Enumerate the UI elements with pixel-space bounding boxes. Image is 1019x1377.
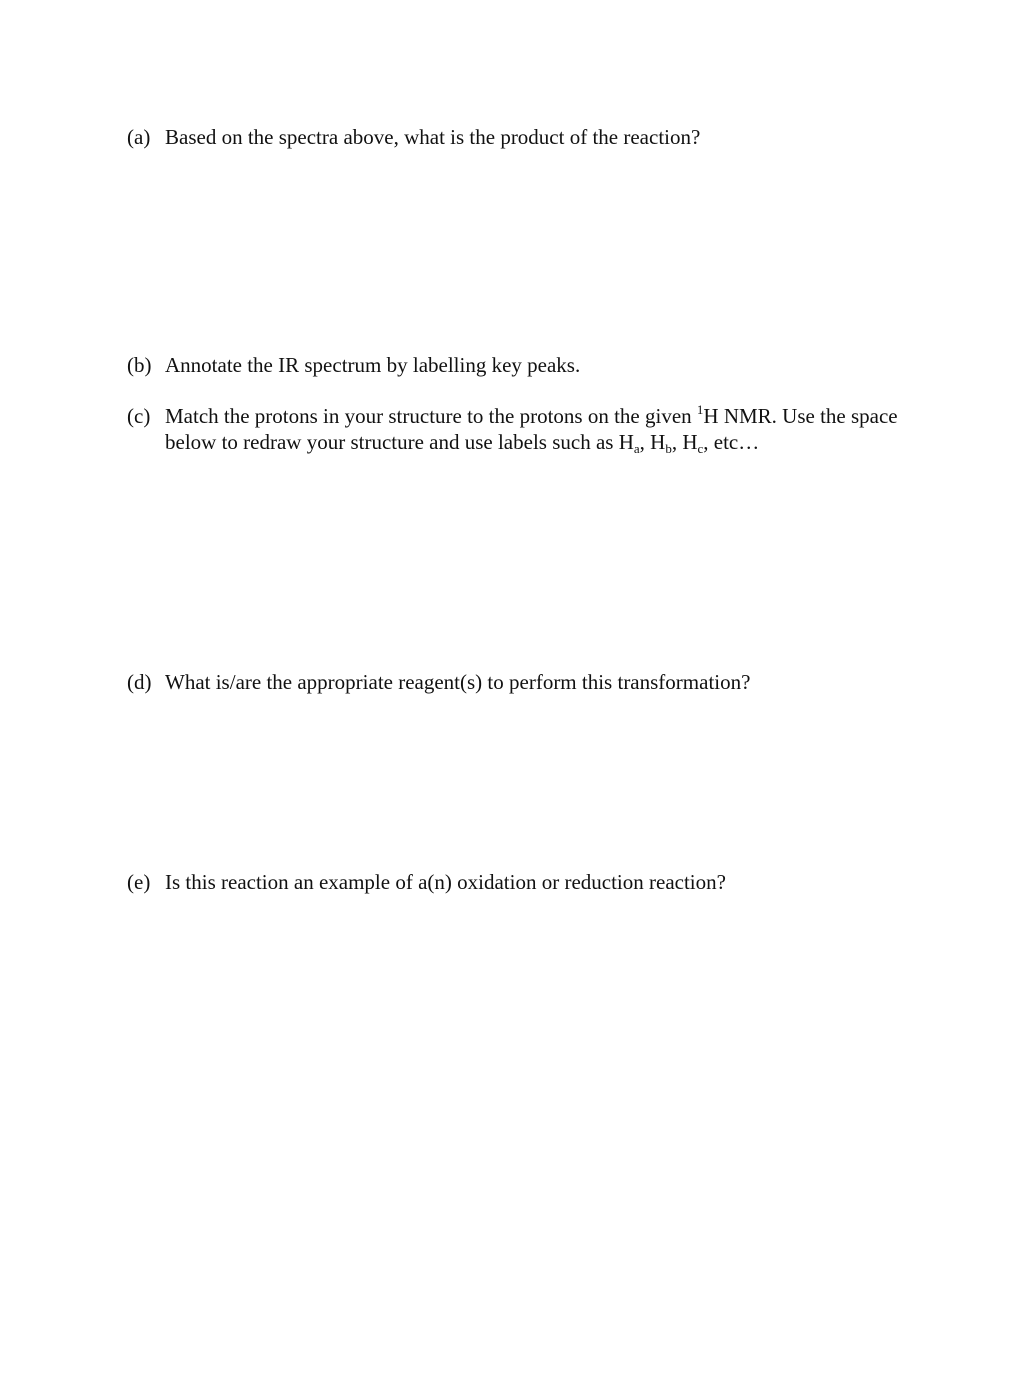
subscript-a: a xyxy=(633,441,640,456)
question-b-label: (b) xyxy=(127,353,152,377)
question-c-line-2-start: below to redraw your structure and use labels such as H xyxy=(165,430,634,454)
question-d xyxy=(127,669,957,695)
question-b xyxy=(127,352,957,378)
subscript-c: c xyxy=(697,441,704,456)
question-e-text: Is this reaction an example of a(n) oxidation or reduction reaction? xyxy=(165,870,726,894)
separator-1: , H xyxy=(639,430,666,454)
question-a xyxy=(127,124,957,150)
question-d-label: (d) xyxy=(127,670,152,694)
question-c-line-1 xyxy=(165,403,957,429)
question-c-line-1-end: H NMR. Use the space xyxy=(703,404,898,428)
question-c xyxy=(127,403,957,455)
nmr-superscript-1: 1 xyxy=(696,402,704,417)
subscript-b: b xyxy=(665,441,672,456)
question-c-line-2 xyxy=(165,429,957,455)
question-a-label: (a) xyxy=(127,125,151,149)
separator-2: , H xyxy=(671,430,698,454)
question-a-text: Based on the spectra above, what is the product of the reaction? xyxy=(165,125,701,149)
question-c-line-2-end: , etc… xyxy=(703,430,760,454)
question-c-line-1-start: Match the protons in your structure to the protons on the given xyxy=(165,404,697,428)
question-c-label: (c) xyxy=(127,404,151,428)
question-e-label: (e) xyxy=(127,870,151,894)
question-d-text: What is/are the appropriate reagent(s) to perform this transformation? xyxy=(165,670,751,694)
question-b-text: Annotate the IR spectrum by labelling key peaks. xyxy=(165,353,581,377)
question-e xyxy=(127,869,957,895)
